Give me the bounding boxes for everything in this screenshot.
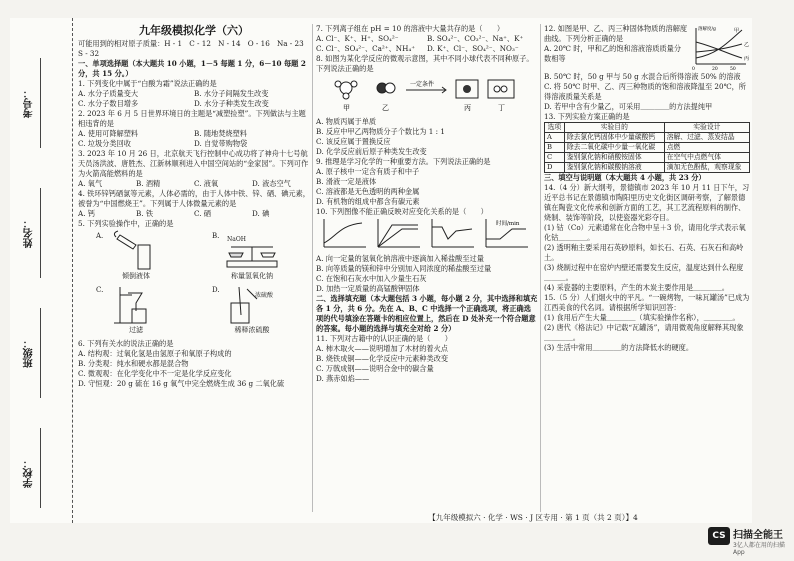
curve-label: 丙 [744, 56, 750, 62]
column-1 [78, 24, 310, 512]
question-7: 7. 下列离子组在 pH = 10 的溶液中大量共存的是（ ） [316, 24, 505, 33]
option: B. 酒精 [136, 179, 161, 188]
option: C. 溶液都是无色透明的两种金属 [316, 187, 420, 196]
table-row [545, 133, 750, 143]
question-3: 3. 2023 年 10 月 26 日，北京航天飞行控制中心成功将了神舟十七号航天员汤洪波、唐胜杰、江新林顺利进入中国空间站的“金家园”。下列可作为火箭高能燃料的是 [78, 149, 309, 178]
section-1-heading: 一、单项选择题（本大题共 10 小题，1－5 每题 1 分，6－10 每题 2 分，共 15 分。） [78, 59, 306, 78]
figure-caption: 称量氢氧化钠 [231, 272, 273, 280]
filtration-drawing [106, 285, 166, 325]
option: A. 钙 [78, 209, 95, 218]
sub-question: (4) 采瓷器的主要原料，产生的木炭主要作用是＿＿＿＿。 [544, 283, 729, 292]
figure-filtration [92, 285, 180, 337]
x-tick: 0 [692, 67, 695, 72]
figure-caption: 倾倒液体 [122, 272, 150, 280]
binding-strip [10, 18, 73, 523]
option: D. 加热一定质量的高锰酸钾固体 [316, 284, 420, 293]
question-15: 15.（5 分）人们烟火中的平凡。“一碗烤物，一味瓦罐汤”已成为江西美食的代名词。请根据所学知识回答： [544, 293, 750, 312]
option: B. 随地焚烧塑料 [194, 129, 247, 138]
acid-label: 浓硫酸 [255, 292, 274, 299]
scanner-logo-icon: CS [708, 527, 730, 545]
figure-caption: 过滤 [129, 326, 143, 334]
option: A. 物质丙属于单质 [316, 117, 377, 126]
binding-line [40, 428, 41, 508]
option: D. 有机物的组成中都含有碳元素 [316, 197, 420, 206]
table-header [545, 123, 750, 133]
option: D. 若甲中含有少量乙，可采用＿＿＿＿的方法提纯甲 [544, 102, 713, 111]
exam-number-label: 考号： [24, 88, 35, 118]
reaction-condition: 一定条件 [410, 81, 435, 88]
question-2: 2. 2023 年 6 月 5 日世界环境日的主题是“减塑捡塑”。下列做法与主题相违背的是 [78, 109, 306, 128]
question-3-options [78, 179, 310, 189]
option: B. 滑液一定是液体 [316, 177, 377, 186]
reaction-diagram [316, 74, 538, 114]
question-4: 4. 铁环锌钙硒氯等元素，人体必需的，由于人体中铁、锌、硒、碘元素，被誉为“中国燃烧王”。下列属于人体微量元素的是 [78, 189, 310, 208]
question-13: 13. 下列实验方案正确的是 [544, 112, 630, 121]
column-2 [316, 24, 538, 512]
section-2-heading: 二、选择填充题（本大题包括 3 小题，每小题 2 分，其中选择和填充各 1 分，共 6 分。先在 A、B、C 中选择一个正确选项，将正确选项的代号填涂在答题卡的相应位置上，然后在 D 处补充一个符合题意的答案。每小题的选择与填充全对给 2 分） [316, 294, 538, 333]
binding-line [40, 58, 41, 148]
table-cell: 除去氯化钙固体中少量碳酸钙 [564, 133, 664, 143]
option: C. Cl⁻、SO₄²⁻、Ca²⁺、NH₄⁺ [316, 44, 416, 53]
molecule-label: 甲 [343, 104, 350, 112]
scanner-tagline: 3亿人都在用的扫描App [733, 542, 785, 556]
option: C. 万戟成钢——说明合金中的碳含量 [316, 364, 434, 373]
name-label: 姓名： [24, 218, 35, 248]
class-label: 班级： [24, 338, 35, 368]
solubility-curve-graph [688, 24, 750, 72]
option: D. K⁺、Cl⁻、SO₄²⁻、NO₃⁻ [427, 44, 519, 53]
option: D. 液态空气 [252, 179, 291, 188]
sub-question: (3) 烧制过程中在窑炉内壁还需要发生反应，温度达到什么程度＿＿＿。 [544, 263, 744, 282]
question-2-options [78, 129, 310, 139]
question-1-options [78, 89, 310, 99]
option: A. 水分子质量变大 [78, 89, 139, 98]
table-cell: B [545, 143, 565, 153]
table-row [545, 153, 750, 163]
table-row [545, 143, 750, 153]
graph-a [324, 219, 366, 247]
question-8-options [316, 117, 538, 127]
question-1: 1. 下列变化中属于“白酸为霜”说法正确的是 [78, 79, 217, 88]
option: B. 烧铁成铜——化学反应中元素种类改变 [316, 354, 449, 363]
figure-caption: 稀释浓硫酸 [234, 326, 270, 334]
graph-axis-label: 时间/min [496, 221, 520, 227]
sub-question: (2) 唐代《格法记》中记载“瓦罐汤”，请用微观角度解释其现象＿＿＿＿。 [544, 323, 744, 342]
option: B. 向等质量的镁和锌中分别加入同浓度的稀盐酸至过量 [316, 264, 492, 273]
graph-d [486, 219, 528, 247]
lab-figures-row [78, 231, 310, 283]
column-3 [544, 24, 750, 512]
question-2-options [78, 139, 310, 149]
lab-figures-row [78, 285, 310, 337]
binding-line [40, 308, 41, 398]
molecule-label: 丁 [498, 104, 505, 112]
question-4-options [78, 209, 310, 219]
question-8: 8. 如图为某化学反应的微观示意图，其中不同小球代表不同种原子。下列说法正确的是 [316, 54, 534, 73]
school-label: 学校： [24, 458, 35, 488]
table-cell: 除去二氧化碳中少量一氧化碳 [564, 143, 664, 153]
binding-line [40, 188, 41, 278]
sub-question: (1) 食用后产生大量＿＿＿＿（填实验操作名称），＿＿＿＿。 [544, 313, 740, 322]
question-1-options [78, 99, 310, 109]
column-divider [312, 24, 313, 512]
question-5: 5. 下列实验操作中，正确的是 [78, 219, 174, 228]
figure-weigh-naoh [208, 231, 296, 283]
table-cell: 鉴别氯化钠和碳酸钠溶液 [564, 163, 664, 173]
option: B. 铁 [136, 209, 154, 218]
sub-question: (3) 生活中常用＿＿＿＿的方法降低水的硬度。 [544, 343, 694, 352]
header-cell: 实验目的 [564, 123, 664, 133]
exam-sheet [10, 18, 752, 523]
table-row [545, 163, 750, 173]
header-cell: 实验设计 [664, 123, 749, 133]
question-7-options [316, 44, 538, 54]
question-6: 6. 下列有关水的说法正确的是 [78, 339, 174, 348]
question-11: 11. 下列对古籍中的认识正确的是（ ） [316, 334, 452, 343]
question-12-block [544, 24, 750, 72]
figure-letter: D. [212, 286, 220, 294]
balance-drawing [217, 231, 287, 271]
table-cell: 点燃 [664, 143, 749, 153]
option: A. 向一定量的氢氧化钠溶液中逐滴加入稀盐酸至过量 [316, 254, 484, 263]
naoh-label: NaOH [227, 236, 246, 243]
x-tick: 50 [730, 67, 736, 72]
scanner-app-name: 扫描全能王 [733, 530, 783, 541]
question-9: 9. 推理是学习化学的一种重要方法。下列说法正确的是 [316, 157, 491, 166]
option: C. 水分子数目增多 [78, 99, 139, 108]
option: A. 氧气 [78, 179, 103, 188]
question-10: 10. 下列图像不能正确反映对应变化关系的是（ ） [316, 207, 488, 216]
table-cell: D [545, 163, 565, 173]
figure-dilute-acid [208, 285, 296, 337]
table-cell: C [545, 153, 565, 163]
figure-letter: A. [96, 232, 104, 240]
option: A. 原子核中一定含有质子和中子 [316, 167, 420, 176]
option: B. 50℃ 时，50 g 甲与 50 g 水混合后所得溶液 50% 的溶液 [544, 72, 741, 81]
option: C. 垃圾分类回收 [78, 139, 131, 148]
option: C. 将 50℃ 时甲、乙、丙三种物质的饱和溶液降温至 20℃，所得溶液质量关系是 [544, 82, 746, 101]
option: C. 该反应属于置换反应 [316, 137, 391, 146]
header-cell: 选项 [545, 123, 565, 133]
figure-letter: B. [212, 232, 220, 240]
experiment-table [544, 122, 750, 173]
sub-question: (1) 钴（Co）元素通常在化合物中呈＋3 价，请用化学式表示氧化钴＿＿＿＿。 [544, 223, 746, 242]
option: A. 使用可降解塑料 [78, 129, 139, 138]
graph-c [432, 219, 474, 247]
figure-pour-liquid [92, 231, 180, 283]
x-tick: 20 [712, 67, 718, 72]
option: C. 在饱和石灰水中加入少量生石灰 [316, 274, 427, 283]
dilution-drawing [217, 285, 287, 325]
option: D. 化学反应前后原子种类发生改变 [316, 147, 427, 156]
option: C. 液氧 [194, 179, 219, 188]
exam-title: 九年级模拟化学（六） [139, 24, 249, 37]
option: B. 反应中甲乙两物质分子个数比为 1 : 1 [316, 127, 445, 136]
option: C. 硒 [194, 209, 211, 218]
graph-b [378, 219, 420, 247]
column-divider [540, 24, 541, 512]
option: A. 20℃ 时，甲和乙的饱和溶液溶质质量分数相等 [544, 44, 682, 63]
curve-label: 乙 [744, 42, 750, 48]
pour-liquid-drawing [106, 231, 166, 271]
atomic-mass-note: 可能用到的相对原子质量：H - 1 C - 12 N - 14 O - 16 Na - 23 S - 32 [78, 39, 311, 58]
table-cell: 溶解、过滤、蒸发结晶 [664, 133, 749, 143]
option: D. 碘 [252, 209, 270, 218]
option: C. 微观观：在化学变化中不一定是化学反应变化 [78, 369, 232, 378]
page-footer: 【九年级模拟六 · 化学 · WS · J 区专用 · 第 1 页（共 2 页）】4 [428, 513, 638, 522]
option: A. Cl⁻、K⁺、H⁺、SO₄²⁻ [316, 34, 399, 43]
question-7-options [316, 34, 538, 44]
option: B. 水分子间隔发生改变 [194, 89, 269, 98]
option: D. 自觉带购物袋 [194, 139, 248, 148]
option: B. SO₄²⁻、CO₃²⁻、Na⁺、K⁺ [427, 34, 524, 43]
sub-question: (2) 透明釉主要采用石英砂原料，如长石、石英、石灰石和高岭土。 [544, 243, 744, 262]
graph-options-row [316, 217, 538, 251]
option: B. 分类观：纯水和硬水都是混合物 [78, 359, 189, 368]
molecule-label: 乙 [382, 104, 389, 112]
table-cell: 在空气中点燃气体 [664, 153, 749, 163]
y-axis-label: 溶解度/g [698, 27, 716, 32]
molecule-label: 丙 [464, 104, 471, 112]
question-14: 14.（4 分）新大纲考，景德镇市 2023 年 10 月 11 日下午，习近平总书记在景德镇市陶阳里历史文化街区调研考察，了解景德镇在陶瓷文化传承和创新方面的工艺，其工艺流程原料的制作、烧制、装饰等阶段，以使瓷器光彩夺目。 [544, 183, 750, 222]
option: D. 水分子种类发生改变 [194, 99, 269, 108]
option: D. 守恒观：20 g 硫在 16 g 氧气中完全燃烧生成 36 g 二氧化硫 [78, 379, 285, 388]
question-12-text [544, 24, 688, 72]
table-cell: 鉴别氯化钠和硝酸铵固体 [564, 153, 664, 163]
option: A. 结构观：过氧化氢是由氢原子和氧原子构成的 [78, 349, 232, 358]
option: A. 柿木取火——说明增加了木材的着火点 [316, 344, 448, 353]
question-12: 12. 如图是甲、乙、丙三种固体物质的溶解度曲线。下列分析正确的是 [544, 24, 688, 43]
table-cell: 滴加无色酚酞，观察现象 [664, 163, 749, 173]
curve-label: 甲 [734, 28, 740, 34]
section-3-heading: 三、填空与说明题（本大题共 4 小题，共 23 分） [544, 173, 706, 182]
table-cell: A [545, 133, 565, 143]
figure-letter: C. [96, 286, 104, 294]
option: D. 燕赤如焰—— [316, 374, 370, 383]
